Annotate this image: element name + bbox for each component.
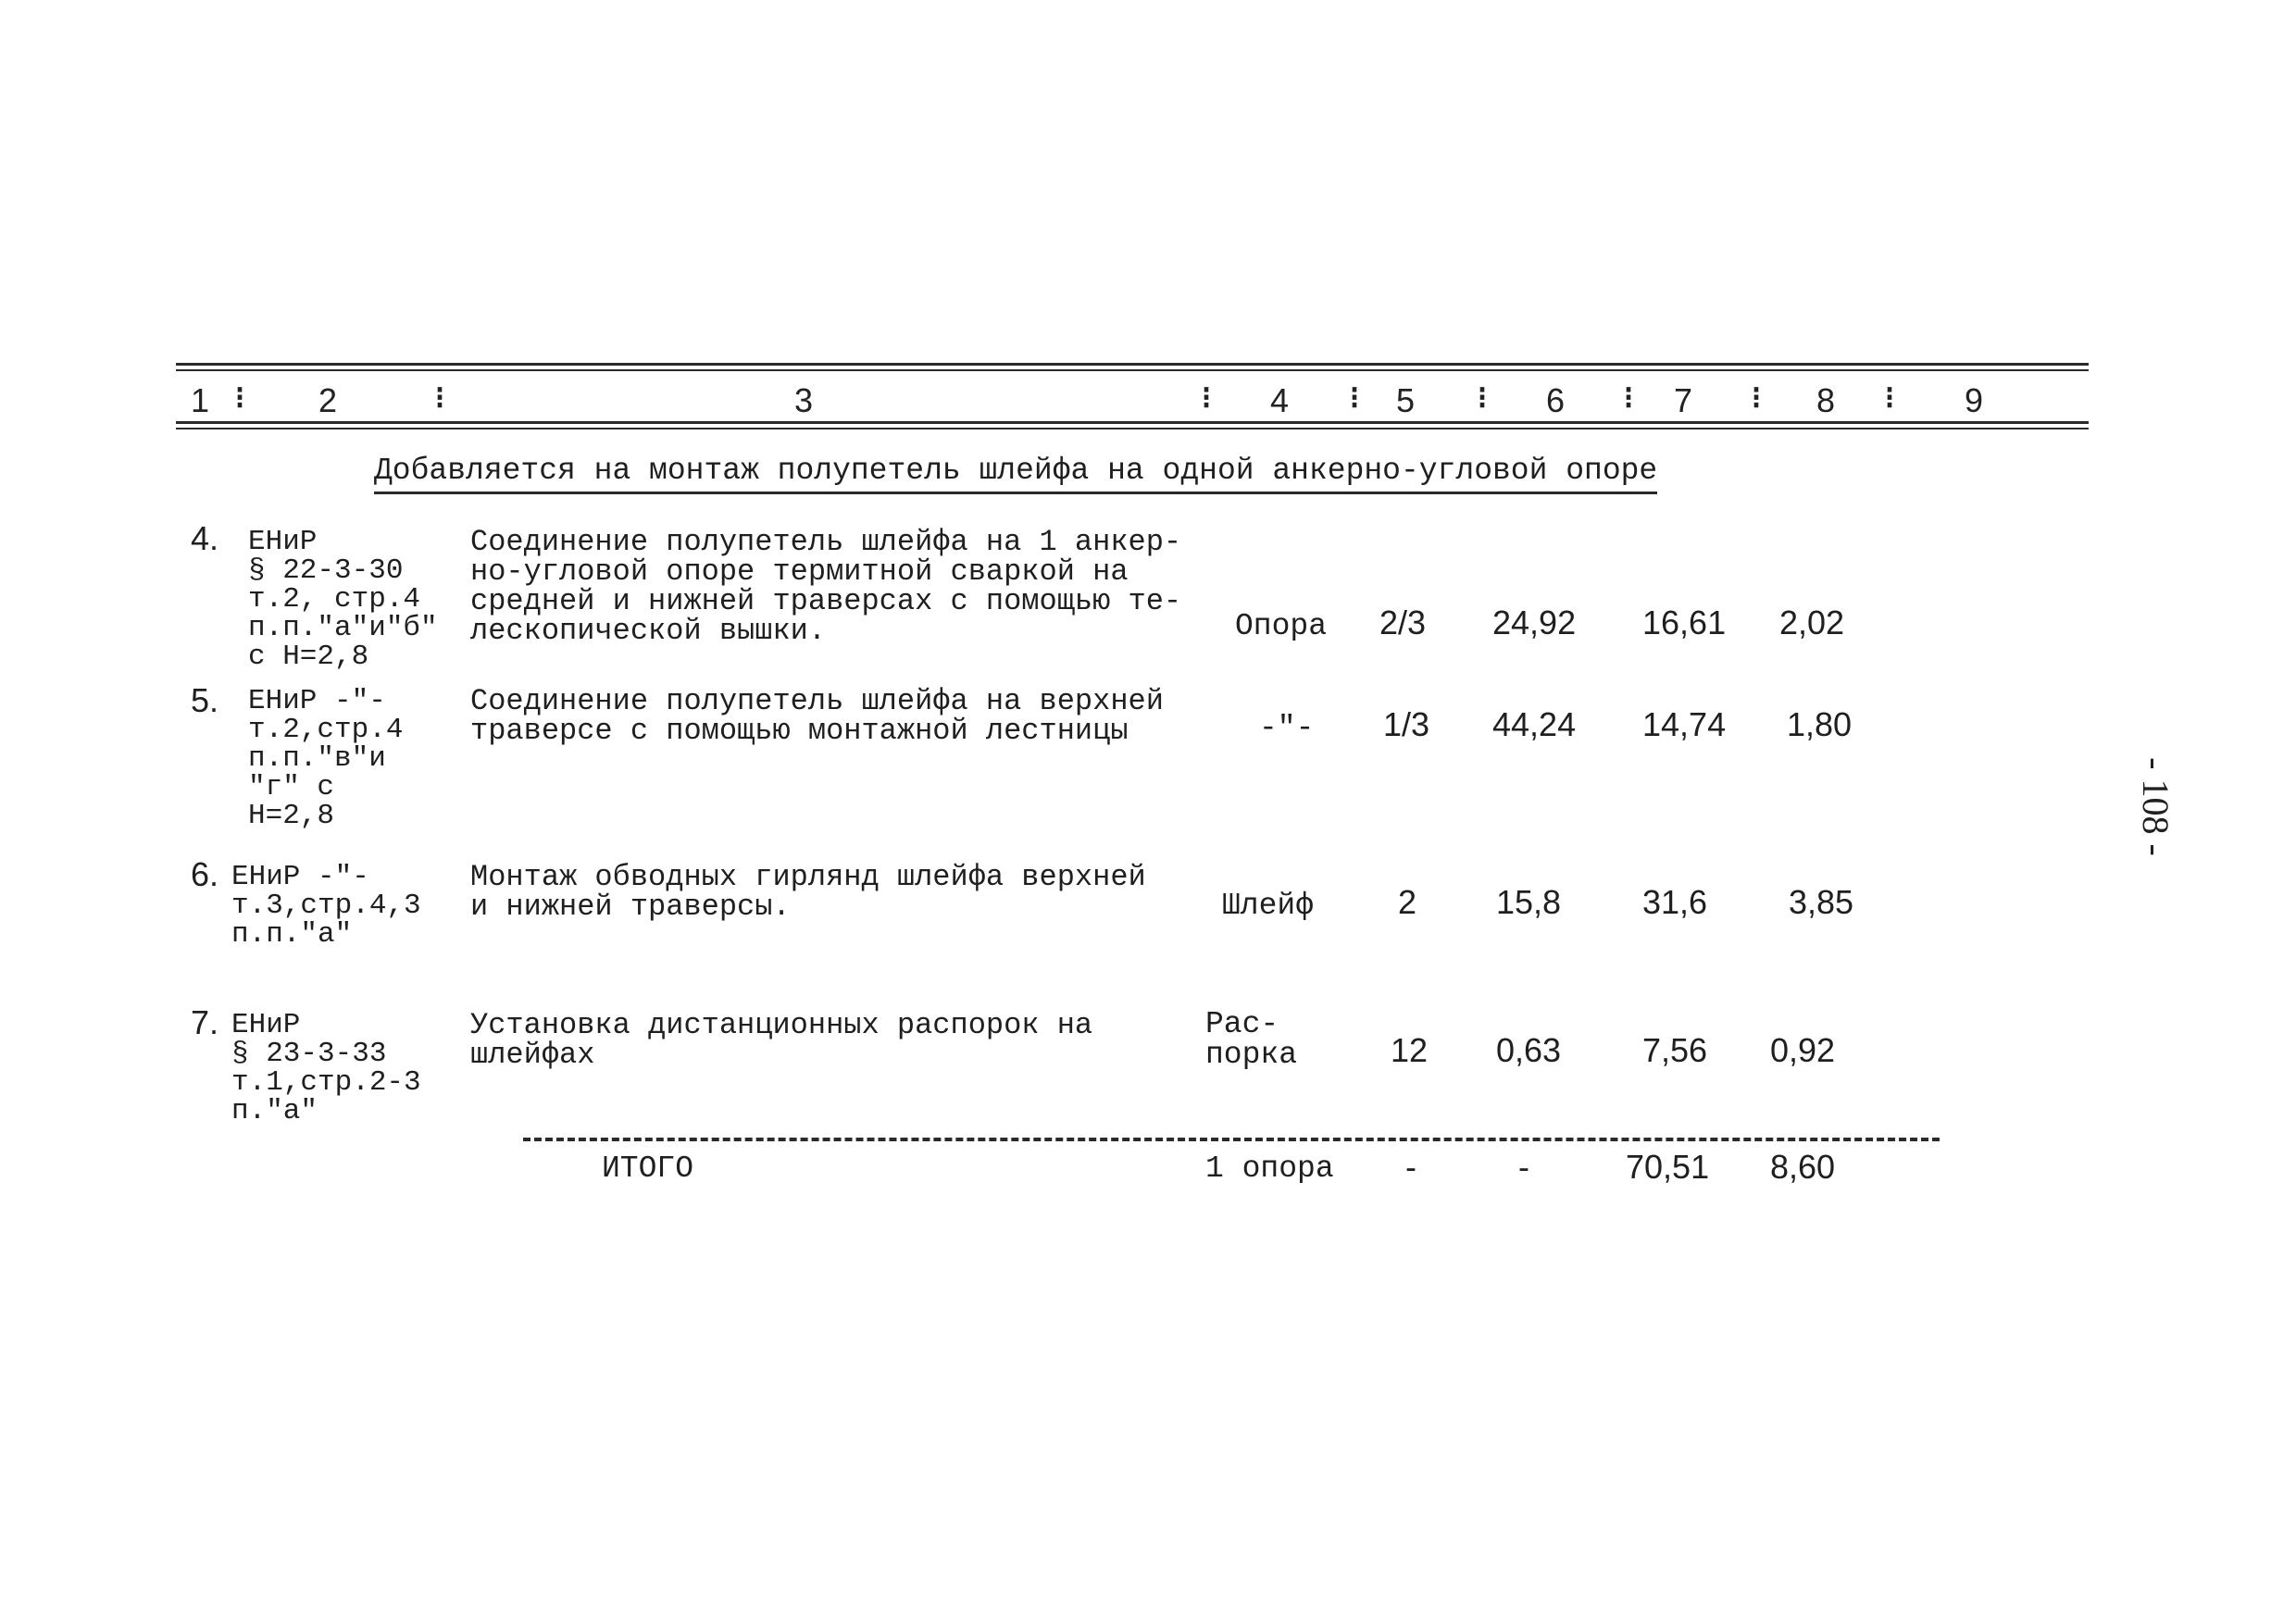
header-top-rule-2 — [176, 369, 2089, 371]
header-col-4: 4 — [1269, 381, 1290, 419]
header-col-6: 6 — [1545, 381, 1566, 419]
row-4-cost: 2,02 — [1779, 604, 1845, 641]
row-7-reference: ЕНиР § 23-3-33 т.1,стр.2-3 п."а" — [231, 1009, 421, 1127]
row-4-description: Соединение полупетель шлейфа на 1 анкер- но-угловой опоре термитной сваркой на средней и нижней траверсах с помощью те- лескопической вышки. — [470, 525, 1182, 648]
page-number: - 108 - — [2134, 757, 2177, 856]
row-6-norm: 15,8 — [1496, 883, 1562, 921]
row-5-total: 14,74 — [1642, 705, 1727, 743]
row-7-norm: 0,63 — [1496, 1031, 1562, 1069]
row-7-unit: Рас- порка — [1205, 1007, 1298, 1072]
row-5-description: Соединение полупетель шлейфа на верхней траверсе с помощью монтажной лестницы — [470, 684, 1164, 748]
header-col-9: 9 — [1964, 381, 1984, 419]
header-col-8: 8 — [1816, 381, 1836, 419]
header-bottom-rule-2 — [176, 428, 2089, 429]
row-7-description: Установка дистанционных распорок на шлейфах — [470, 1008, 1093, 1072]
row-4-number: 4. — [191, 519, 219, 557]
header-col-3: 3 — [793, 381, 814, 419]
row-6-number: 6. — [191, 855, 219, 893]
header-col-2: 2 — [318, 381, 338, 419]
row-5-unit: -"- — [1259, 711, 1315, 745]
row-7-cost: 0,92 — [1770, 1031, 1836, 1069]
total-total: 70,51 — [1626, 1148, 1710, 1186]
total-label: ИТОГО — [602, 1151, 694, 1186]
row-6-total: 31,6 — [1642, 883, 1708, 921]
header-col-7: 7 — [1673, 381, 1693, 419]
row-4-norm: 24,92 — [1492, 604, 1577, 641]
row-7-quantity: 12 — [1391, 1031, 1429, 1069]
row-4-quantity: 2/3 — [1379, 604, 1427, 641]
row-5-reference: ЕНиР -"- т.2,стр.4 п.п."в"и "г" с Н=2,8 — [248, 685, 404, 832]
row-5-cost: 1,80 — [1787, 705, 1853, 743]
total-cost: 8,60 — [1770, 1148, 1836, 1186]
row-5-number: 5. — [191, 681, 219, 719]
total-quantity: - — [1405, 1148, 1416, 1186]
header-separator: ⁝ — [434, 383, 443, 418]
header-bottom-rule — [176, 421, 2089, 424]
row-5-quantity: 1/3 — [1383, 705, 1430, 743]
row-4-total: 16,61 — [1642, 604, 1727, 641]
header-separator: ⁝ — [1349, 383, 1358, 418]
header-col-1: 1 — [190, 381, 210, 419]
header-separator: ⁝ — [1201, 383, 1210, 418]
header-separator: ⁝ — [234, 383, 243, 418]
row-6-cost: 3,85 — [1789, 883, 1854, 921]
header-separator: ⁝ — [1477, 383, 1486, 418]
row-6-quantity: 2 — [1398, 883, 1417, 921]
header-separator: ⁝ — [1884, 383, 1893, 418]
header-col-5: 5 — [1395, 381, 1416, 419]
row-6-description: Монтаж обводных гирлянд шлейфа верхней и нижней траверсы. — [470, 860, 1146, 924]
row-4-unit: Опора — [1235, 609, 1328, 643]
row-7-number: 7. — [191, 1003, 219, 1041]
header-separator: ⁝ — [1623, 383, 1632, 418]
header-top-rule — [176, 363, 2089, 366]
section-title: Добавляется на монтаж полупетель шлейфа на одной анкерно-угловой опоре — [374, 454, 1657, 494]
header-separator: ⁝ — [1751, 383, 1760, 418]
total-unit: 1 опора — [1205, 1151, 1334, 1186]
total-norm: - — [1518, 1148, 1529, 1186]
row-6-unit: Шлейф — [1222, 889, 1315, 923]
row-6-reference: ЕНиР -"- т.3,стр.4,3 п.п."а" — [231, 861, 421, 951]
row-7-total: 7,56 — [1642, 1031, 1708, 1069]
row-4-reference: ЕНиР § 22-3-30 т.2, стр.4 п.п."а"и"б" с Н=2,8 — [248, 526, 438, 673]
total-separator — [523, 1138, 1940, 1141]
row-5-norm: 44,24 — [1492, 705, 1577, 743]
